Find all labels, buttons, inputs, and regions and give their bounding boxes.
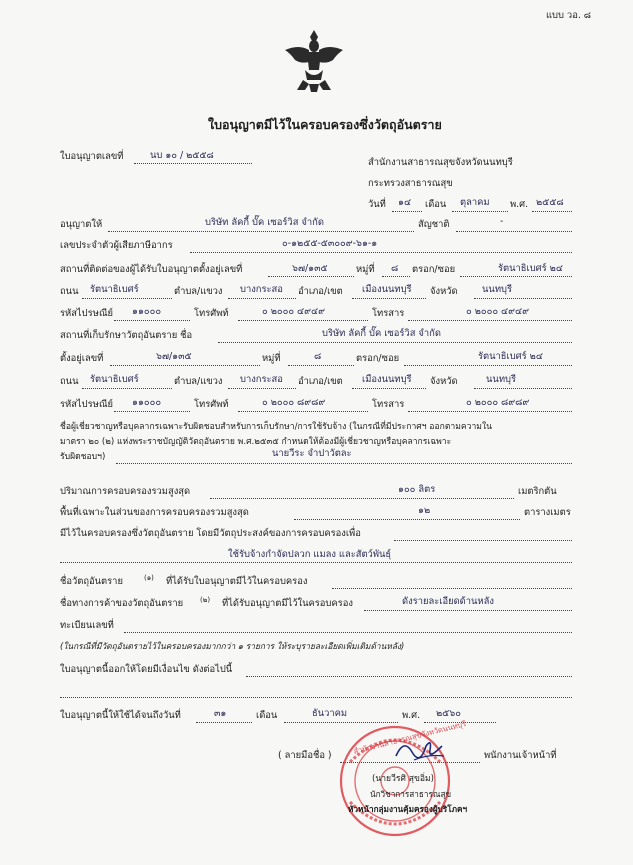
trade-name-suffix: ที่ได้รับอนุญาตมีไว้ในครอบครอง [222, 598, 353, 609]
storage-address-label: ตั้งอยู่เลขที่ [60, 353, 104, 364]
signature-label: ( ลายมือชื่อ ) [278, 750, 332, 761]
addr2-soi: รัตนาธิเบศร์ ๒๔ [478, 351, 543, 362]
addr2-moo-label: หมู่ที่ [262, 353, 281, 364]
hazard-name-suffix: ที่ได้รับใบอนุญาตมีไว้ในครอบครอง [166, 576, 308, 587]
valid-day: ๓๑ [214, 708, 227, 719]
date-day: ๑๔ [398, 197, 412, 208]
valid-month: ธันวาคม [312, 708, 348, 719]
addr1-fax-label: โทรสาร [372, 308, 405, 319]
addr1-phone: ๐ ๒๐๐๐ ๔๙๔๙ [262, 306, 325, 317]
addr2-phone: ๐ ๒๐๐๐ ๘๙๘๙ [262, 397, 326, 408]
expert-line-2: มาตรา ๒๐ (๒) แห่งพระราชบัญญัติวัตถุอันตราย พ.ศ.๒๕๓๕ กำหนดให้ต้องมีผู้เชี่ยวชาญหรือบุคลากรเฉพาะ [60, 437, 452, 447]
purpose-value: ใช้รับจ้างกำจัดปลวก แมลง และสัตว์พันธุ์ [228, 549, 392, 560]
addr2-subdistrict-label: ตำบล/แขวง [174, 376, 223, 387]
addr1-district-label: อำเภอ/เขต [298, 286, 343, 297]
addr2-soi-label: ตรอก/ซอย [356, 353, 400, 364]
licensee-value: บริษัท ลัคกี้ บั๊ค เซอร์วิส จำกัด [205, 217, 324, 228]
addr1-phone-label: โทรศัพท์ [194, 308, 229, 319]
area-unit: ตารางเมตร [524, 507, 571, 518]
addr1-moo-label: หมู่ที่ [356, 264, 375, 275]
addr2-postcode: ๑๑๐๐๐ [132, 397, 162, 408]
multiple-items-note: (ในกรณีที่มีวัตถุอันตรายไว้ในครอบครองมากกว่า ๑ รายการ ให้ระบุรายละเอียดเพิ่มเติมด้านหลัง) [60, 641, 405, 651]
storage-label: สถานที่เก็บรักษาวัตถุอันตราย ชื่อ [60, 330, 193, 341]
addr1-fax: ๐ ๒๐๐๐ ๔๙๔๙ [466, 306, 529, 317]
taxid-label: เลขประจำตัวผู้เสียภาษีอากร [60, 240, 173, 251]
addr2-province-label: จังหวัด [430, 376, 458, 387]
addr1-soi: รัตนาธิเบศร์ ๒๔ [498, 263, 563, 274]
addr1-moo: ๘ [391, 263, 399, 274]
area-value: ๑๒ [418, 505, 431, 516]
addr1-subdistrict: บางกระสอ [240, 284, 283, 295]
date-year: ๒๕๕๘ [536, 197, 564, 208]
addr2-moo: ๘ [314, 351, 322, 362]
addr1-road-label: ถนน [60, 286, 79, 297]
valid-year-label: พ.ศ. [402, 710, 421, 721]
addr1-postcode: ๑๑๐๐๐ [132, 306, 162, 317]
quantity-label: ปริมาณการครอบครองรวมสูงสุด [60, 486, 191, 497]
conditions-label: ใบอนุญาตนี้ออกให้โดยมีเงื่อนไข ดังต่อไปนี้ [60, 664, 233, 675]
addr2-house-no: ๖๗/๑๓๕ [156, 351, 192, 362]
ministry-name: กระทรวงสาธารณสุข [368, 178, 453, 189]
month-label: เดือน [425, 199, 447, 210]
addr1-postcode-label: รหัสไปรษณีย์ [60, 308, 114, 319]
year-label: พ.ศ. [510, 199, 529, 210]
date-month: ตุลาคม [460, 197, 490, 208]
signer-unit: หัวหน้ากลุ่มงานคุ้มครองผู้บริโภคฯ [348, 804, 468, 814]
addr2-road: รัตนาธิเบศร์ [90, 374, 139, 385]
addr2-district-label: อำเภอ/เขต [298, 376, 343, 387]
nationality-value: - [500, 216, 504, 227]
licensee-label: อนุญาตให้ [60, 219, 103, 230]
addr2-subdistrict: บางกระสอ [240, 374, 283, 385]
addr1-province-label: จังหวัด [430, 286, 458, 297]
quantity-value: ๑๐๐ ลิตร [398, 484, 436, 495]
addr1-district: เมืองนนทบุรี [362, 284, 412, 295]
office-name: สำนักงานสาธารณสุขจังหวัดนนทบุรี [368, 157, 513, 168]
addr2-district: เมืองนนทบุรี [362, 374, 412, 385]
stamp-text: สำนักงานสาธารณสุขจังหวัดนนทบุรี [352, 719, 468, 756]
contact-address-label: สถานที่ติดต่อของผู้ได้รับใบอนุญาตตั้งอยู่เลขที่ [60, 264, 243, 275]
addr1-road: รัตนาธิเบศร์ [90, 284, 139, 295]
license-no-label: ใบอนุญาตเลขที่ [60, 151, 124, 162]
valid-year: ๒๕๖๐ [436, 708, 461, 719]
addr2-phone-label: โทรศัพท์ [194, 399, 229, 410]
expert-name: นายวีระ จำปาวัตละ [272, 448, 352, 459]
signer-position: นักวิชาการสาธารณสุข [370, 789, 452, 799]
expert-line-3: รับผิดชอบฯ) [60, 452, 106, 462]
date-label: วันที่ [368, 199, 386, 210]
addr1-subdistrict-label: ตำบล/แขวง [174, 286, 223, 297]
hazard-footnote-mark: (๑) [144, 574, 154, 582]
trade-footnote-mark: (๒) [200, 596, 211, 604]
addr2-postcode-label: รหัสไปรษณีย์ [60, 399, 114, 410]
nationality-label: สัญชาติ [418, 219, 450, 230]
valid-month-label: เดือน [256, 710, 278, 721]
quantity-unit: เมตริกตัน [518, 486, 557, 497]
addr2-fax-label: โทรสาร [372, 399, 405, 410]
addr1-house-no: ๖๗/๑๓๕ [292, 263, 328, 274]
hazard-name-label: ชื่อวัตถุอันตราย [60, 576, 123, 587]
taxid-value: ๐-๑๒๕๕-๕๓๐๐๙-๖๑-๑ [282, 238, 378, 249]
addr2-fax: ๐ ๒๐๐๐ ๘๙๘๙ [466, 397, 530, 408]
signer-name: (นายวีรศิ สุขอิ่ม) [372, 774, 435, 784]
license-no-value: นบ ๑๐ / ๒๕๕๘ [150, 150, 214, 161]
garuda-emblem-icon [283, 28, 345, 94]
trade-name-value: ดังรายละเอียดด้านหลัง [402, 596, 494, 607]
storage-name: บริษัท ลัคกี้ บั๊ค เซอร์วิส จำกัด [322, 328, 441, 339]
form-code: แบบ วอ. ๘ [546, 10, 592, 21]
officer-label: พนักงานเจ้าหน้าที่ [484, 750, 557, 761]
addr2-road-label: ถนน [60, 376, 79, 387]
area-label: พื้นที่เฉพาะในส่วนของการครอบครองรวมสูงสุด [60, 507, 249, 518]
addr1-province: นนทบุรี [482, 284, 512, 295]
addr1-soi-label: ตรอก/ซอย [412, 264, 456, 275]
registration-label: ทะเบียนเลขที่ [60, 620, 114, 631]
document-title: ใบอนุญาตมีไว้ในครอบครองซึ่งวัตถุอันตราย [208, 117, 442, 132]
purpose-label: มีไว้ในครอบครองซึ่งวัตถุอันตราย โดยมีวัตถุประสงค์ของการครอบครองเพื่อ [60, 528, 361, 539]
addr2-province: นนทบุรี [486, 374, 516, 385]
valid-until-label: ใบอนุญาตนี้ให้ใช้ได้จนถึงวันที่ [60, 710, 181, 721]
expert-line-1: ชื่อผู้เชี่ยวชาญหรือบุคลากรเฉพาะรับผิดชอบสำหรับการเก็บรักษา/การใช้รับจ้าง (ในกรณีที่มีประกาศฯ ออกตามความใน [60, 422, 493, 432]
trade-name-label: ชื่อทางการค้าของวัตถุอันตราย [60, 598, 184, 609]
